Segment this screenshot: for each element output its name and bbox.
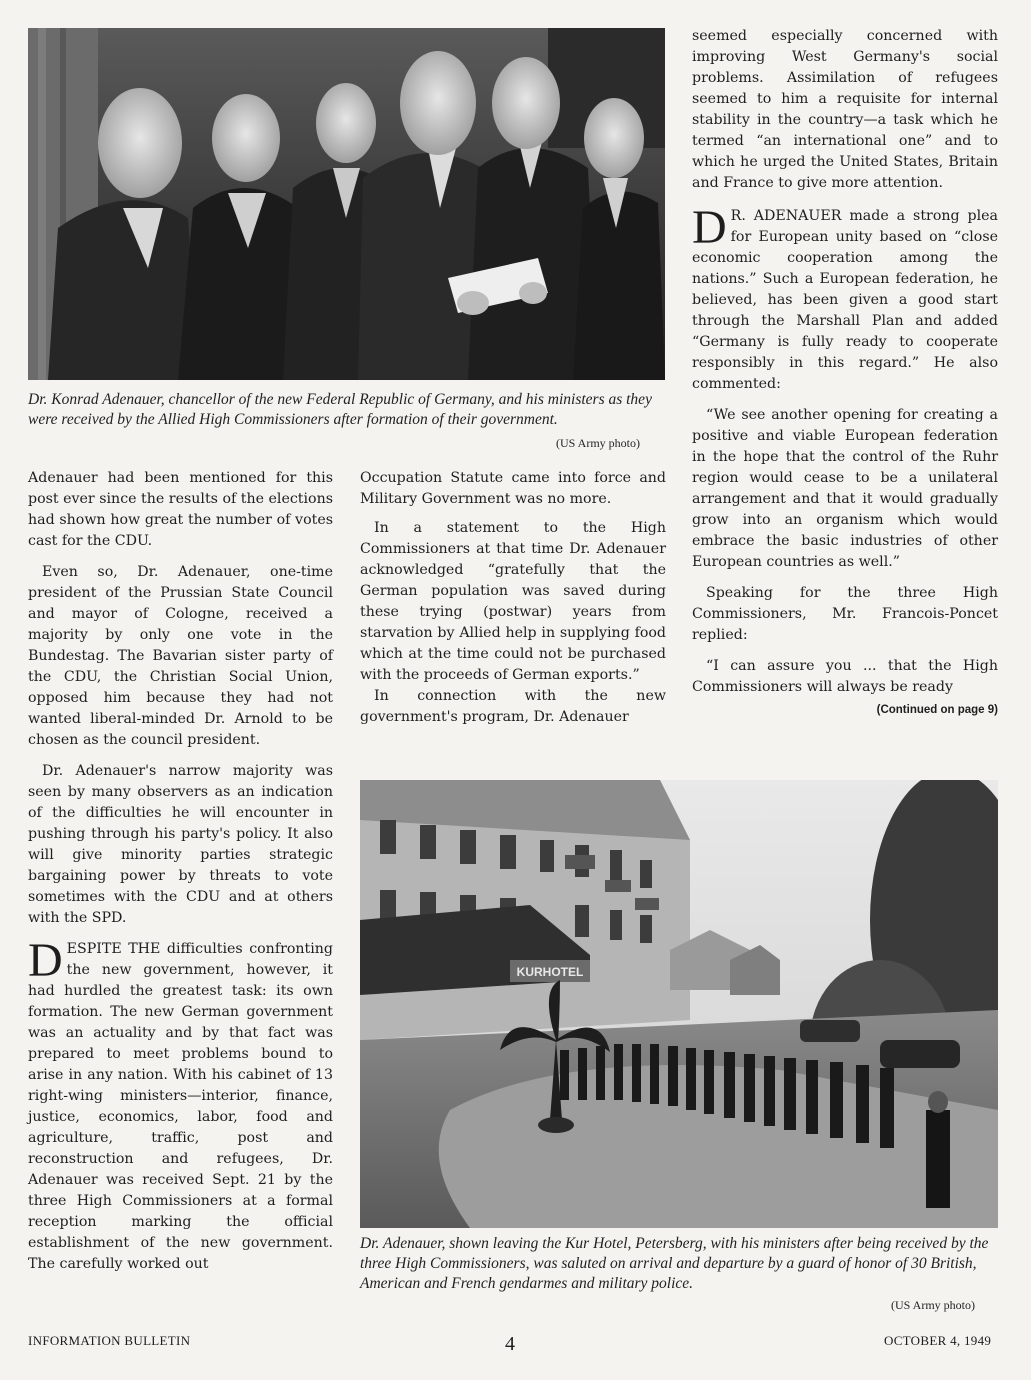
drop-cap: D xyxy=(692,201,727,254)
bottom-photo-credit: (US Army photo) xyxy=(891,1298,975,1312)
column-1 xyxy=(28,468,333,1285)
column-2 xyxy=(360,468,666,738)
col3-paragraph-2 xyxy=(692,201,998,395)
bottom-photo-caption: Dr. Adenauer, shown leaving the Kur Hotel, Petersberg, with his ministers after being received by the three High Commissioners, was saluted on arrival and departure by a guard of honor of 30 British, American and French gendarmes and military police. xyxy=(360,1235,989,1292)
col2-paragraph-2: In a statement to the High Commissioners at that time Dr. Adenauer acknowledged “gratefully that the German population was saved during these trying (postwar) years from starvation by Allied help in supplying food which at the time could not be purchased with the proceeds of German exports.” xyxy=(360,520,666,683)
continued-note: (Continued on page 9) xyxy=(876,704,998,716)
photo-ministers xyxy=(28,28,665,380)
col3-paragraph-2-text: R. ADENAUER made a strong plea for European unity based on “close economic cooperation among the nations.” Such a European federation, he believed, has been given a good start through the Marshall Plan and added “Germany is fully ready to cooperate responsibly in this regard.” He also commented: xyxy=(692,208,998,392)
column-3 xyxy=(692,26,998,721)
page-number: 4 xyxy=(505,1333,515,1355)
drop-cap: D xyxy=(28,934,63,987)
col3-paragraph-3: “We see another opening for creating a positive and viable European federation in the hope that the control of the Ruhr region would cease to be a unilateral arrangement and that it would gradually grow into an organism which would embrace the basic industries of other European countries as well.” xyxy=(692,407,998,570)
col1-paragraph-2: Even so, Dr. Adenauer, one-time president of the Prussian State Council and mayor of Cologne, received a majority by only one vote in the Bundestag. The Bavarian sister party of the CDU, the Christian Social Union, opposed him because they had not wanted liberal-minded Dr. Arnold to be chosen as the council president. xyxy=(28,564,333,748)
top-photo-caption: Dr. Konrad Adenauer, chancellor of the new Federal Republic of Germany, and his ministers as they were received by the Allied High Commissioners after formation of their government. xyxy=(28,391,652,428)
col2-paragraph-3: In connection with the new government's program, Dr. Adenauer xyxy=(360,688,666,725)
top-photo-credit: (US Army photo) xyxy=(556,436,640,450)
col1-paragraph-4 xyxy=(28,934,333,1275)
col3-paragraph-4: Speaking for the three High Commissioners, Mr. Francois-Poncet replied: xyxy=(692,585,998,643)
footer-date: OCTOBER 4, 1949 xyxy=(884,1333,992,1348)
photo-kur-hotel xyxy=(360,780,998,1228)
col3-paragraph-1: seemed especially concerned with improving West Germany's social problems. Assimilation of refugees seemed to him a requisite for internal stability in the country—a task which he termed “an international one” and to which he urged the United States, Britain and France to give more attention. xyxy=(692,28,998,191)
col2-paragraph-1: Occupation Statute came into force and Military Government was no more. xyxy=(360,470,666,507)
footer-publication: INFORMATION BULLETIN xyxy=(28,1333,191,1348)
col1-paragraph-4-text: ESPITE THE difficulties confronting the new government, however, it had hurdled the greatest task: its own formation. The new German government was an actuality and by that fact was prepared to meet problems bound to arise in any nation. With his cabinet of 13 right-wing ministers—interior, finance, justice, economics, labor, food and agriculture, traffic, post and reconstruction and refugees, Dr. Adenauer was received Sept. 21 by the three High Commissioners at a formal reception marking the official establishment of the new government. The carefully worked out xyxy=(28,941,333,1272)
hotel-sign: KURHOTEL xyxy=(516,965,584,979)
col3-paragraph-5: “I can assure you ... that the High Commissioners will always be ready xyxy=(692,658,998,695)
col1-paragraph-3: Dr. Adenauer's narrow majority was seen by many observers as an indication of the difficulties he will encounter in pushing through his party's policy. It also will give minority parties strategic bargaining power by threats to vote sometimes with the CDU and at others with the SPD. xyxy=(28,763,333,926)
col1-paragraph-1: Adenauer had been mentioned for this post ever since the results of the elections had shown how great the number of votes cast for the CDU. xyxy=(28,470,333,549)
